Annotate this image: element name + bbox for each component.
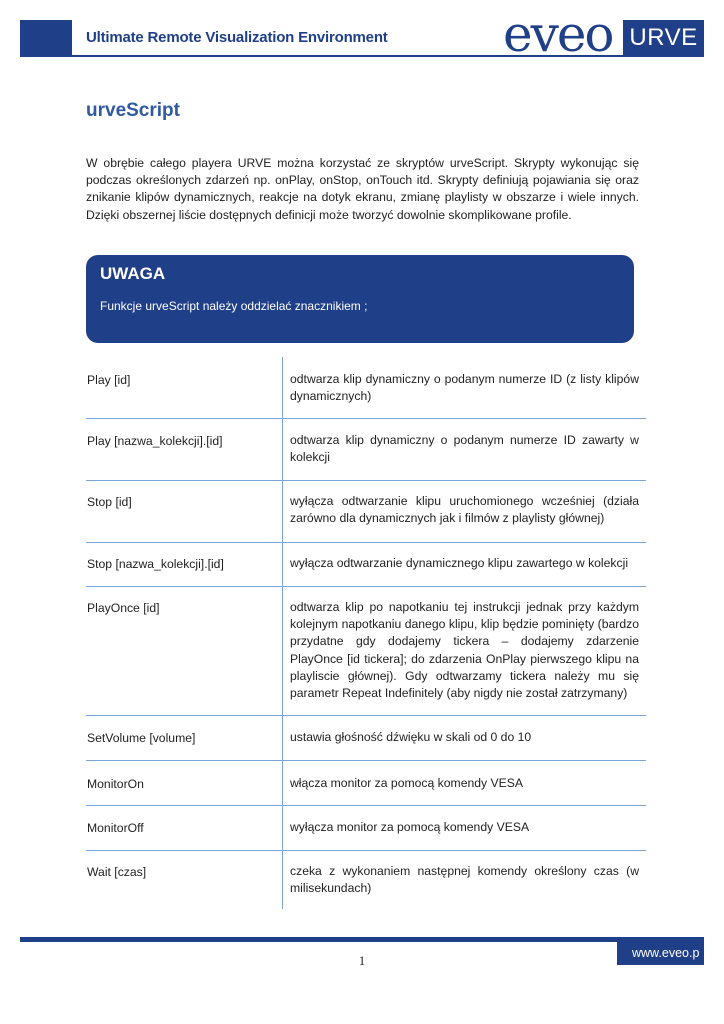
command-name: Play [nazwa_kolekcji].[id]	[87, 434, 223, 448]
eveo-logo: eveo	[503, 5, 613, 63]
table-row	[86, 761, 646, 806]
command-name: MonitorOn	[87, 777, 144, 791]
note-text: Funkcje urveScript należy oddzielać znacznikiem ;	[100, 299, 368, 313]
page-number: 1	[358, 953, 366, 968]
command-description: wyłącza monitor za pomocą komendy VESA	[290, 820, 530, 834]
command-name: SetVolume [volume]	[87, 731, 196, 745]
command-description: wyłącza odtwarzanie dynamicznego klipu zawartego w kolekcji	[290, 556, 629, 570]
header-logo-square	[20, 20, 72, 56]
command-name: Wait [czas]	[87, 865, 147, 879]
table-row	[86, 481, 646, 543]
footer-website: www.eveo.p	[617, 942, 704, 965]
table-row	[86, 851, 646, 909]
page-title: urveScript	[86, 100, 180, 121]
table-row	[86, 587, 646, 716]
table-row	[86, 419, 646, 481]
command-description: czeka z wykonaniem następnej komendy określony czas (w milisekundach)	[290, 864, 639, 896]
command-description: odtwarza klip po napotkaniu tej instrukcji jednak przy każdym kolejnym napotkaniu danego klipu, klip będzie pominięty (bardzo przydatne gdy dodajemy tickera – dodajemy zdarzenie PlayOnce [id tickera]; do zdarzenia OnPlay pierwszego klipu na playliscie głównej). Gdy odtwarzamy tickera należy mu się parametr Repeat Indefinitely (aby nigdy nie został zatrzymany)	[290, 600, 639, 701]
command-name: MonitorOff	[87, 821, 144, 835]
command-description: odtwarza klip dynamiczny o podanym numerze ID zawarty w kolekcji	[290, 433, 639, 465]
note-title: UWAGA	[100, 264, 166, 283]
command-description: ustawia głośność dźwięku w skali od 0 do 10	[290, 730, 532, 744]
command-name: Play [id]	[87, 373, 131, 387]
urve-logo-badge: URVE	[623, 20, 704, 56]
command-name: PlayOnce [id]	[87, 601, 160, 615]
command-name: Stop [nazwa_kolekcji].[id]	[87, 557, 224, 571]
table-row	[86, 806, 646, 851]
command-name: Stop [id]	[87, 495, 132, 509]
header-title: Ultimate Remote Visualization Environment	[86, 29, 388, 46]
table-row	[86, 543, 646, 587]
command-description: odtwarza klip dynamiczny o podanym numerze ID (z listy klipów dynamicznych)	[290, 372, 639, 404]
table-row	[86, 357, 646, 419]
command-description: włącza monitor za pomocą komendy VESA	[290, 776, 524, 790]
intro-paragraph: W obrębie całego playera URVE można korzystać ze skryptów urveScript. Skrypty wykonując się podczas określonych zdarzeń np. onPlay, onStop, onTouch itd. Skrypty definiują pojawiania się oraz znikanie klipów dynamicznych, reakcje na dotyk ekranu, zmianę playlisty w obszarze i wiele innych. Dzięki obszernej liście dostępnych definicji może tworzyć dowolnie skomplikowane profile.	[86, 156, 639, 222]
command-description: wyłącza odtwarzanie klipu uruchomionego wcześniej (działa zarówno dla dynamicznych jak i filmów z playlisty głównej)	[290, 494, 639, 526]
note-box	[86, 255, 634, 343]
footer-rule	[20, 937, 704, 942]
table-row	[86, 716, 646, 761]
